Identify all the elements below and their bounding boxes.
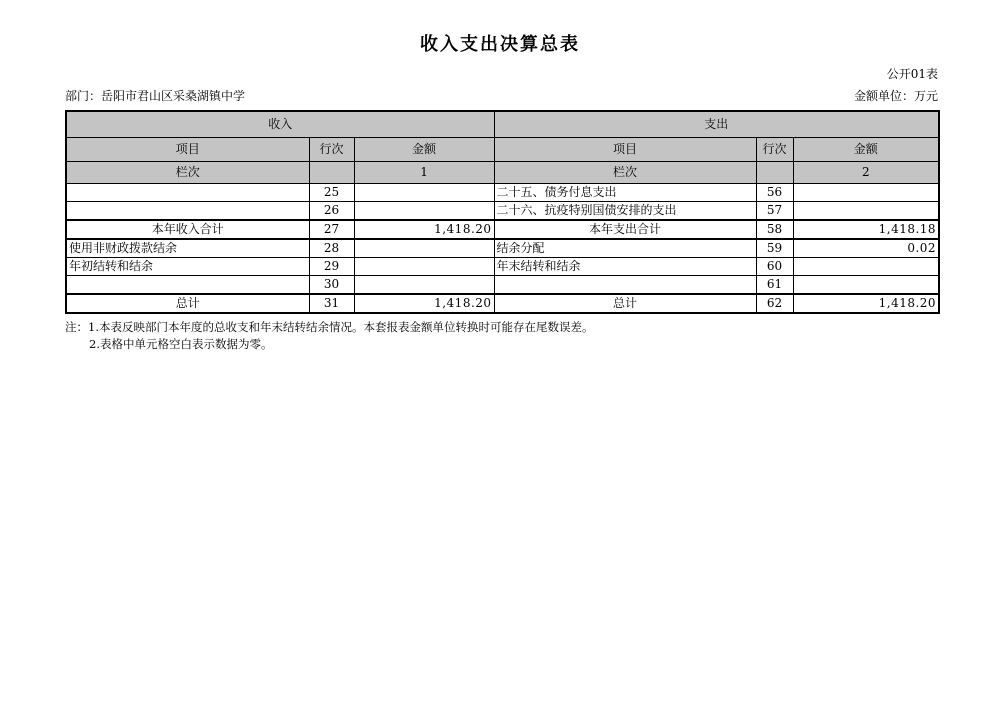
income-rowno-cell: 27 — [309, 220, 354, 239]
expense-rowno-cell: 61 — [756, 276, 793, 295]
footnote-line-1: 注：1.本表反映部门本年度的总收支和年末结转结余情况。本套报表金额单位转换时可能存在尾数误差。 — [65, 320, 594, 334]
income-item-cell: 本年收入合计 — [66, 220, 309, 239]
expense-rowno-cell: 60 — [756, 258, 793, 276]
expense-item-cell: 年末结转和结余 — [494, 258, 756, 276]
expense-amount-cell — [793, 184, 939, 202]
expense-amount-cell: 1,418.18 — [793, 220, 939, 239]
expense-rowno-cell: 56 — [756, 184, 793, 202]
income-amount-cell — [354, 202, 494, 221]
expense-item-cell: 二十五、债务付息支出 — [494, 184, 756, 202]
income-rowno-cell: 28 — [309, 239, 354, 258]
expense-amount-cell: 0.02 — [793, 239, 939, 258]
table-row — [66, 184, 939, 202]
column-index-row — [66, 162, 939, 184]
income-amount-cell — [354, 276, 494, 295]
income-rowno-column-header: 行次 — [309, 138, 354, 162]
expense-item-cell: 总计 — [494, 294, 756, 313]
report-sheet — [65, 65, 938, 354]
income-item-cell — [66, 202, 309, 221]
income-item-cell — [66, 276, 309, 295]
table-row — [66, 202, 939, 221]
expense-item-cell: 二十六、抗疫特别国债安排的支出 — [494, 202, 756, 221]
expense-rowno-cell: 59 — [756, 239, 793, 258]
table-row-total — [66, 294, 939, 313]
expense-amount-column-header: 金额 — [793, 138, 939, 162]
income-item-cell: 使用非财政拨款结余 — [66, 239, 309, 258]
unit-label: 金额单位：万元 — [853, 89, 938, 103]
column-header-row — [66, 138, 939, 162]
expense-rowno-cell: 62 — [756, 294, 793, 313]
income-amount-cell — [354, 239, 494, 258]
income-section-header: 收入 — [66, 111, 494, 138]
income-item-column-header: 项目 — [66, 138, 309, 162]
expense-index-label: 栏次 — [494, 162, 756, 184]
expense-amount-cell — [793, 276, 939, 295]
table-row-subtotal — [66, 220, 939, 239]
income-rowno-cell: 30 — [309, 276, 354, 295]
income-index-number: 1 — [354, 162, 494, 184]
expense-index-number: 2 — [793, 162, 939, 184]
income-index-label: 栏次 — [66, 162, 309, 184]
table-row — [66, 258, 939, 276]
doc-number-label: 公开01表 — [886, 67, 938, 81]
expense-item-cell: 结余分配 — [494, 239, 756, 258]
page-title: 收入支出决算总表 — [420, 34, 580, 55]
income-amount-cell — [354, 258, 494, 276]
table-row — [66, 239, 939, 258]
expense-amount-cell — [793, 258, 939, 276]
expense-rowno-cell: 58 — [756, 220, 793, 239]
income-rowno-cell: 25 — [309, 184, 354, 202]
expense-amount-cell — [793, 202, 939, 221]
income-amount-column-header: 金额 — [354, 138, 494, 162]
expense-item-cell: 本年支出合计 — [494, 220, 756, 239]
income-item-cell: 总计 — [66, 294, 309, 313]
income-item-cell — [66, 184, 309, 202]
income-item-cell: 年初结转和结余 — [66, 258, 309, 276]
income-rowno-cell: 31 — [309, 294, 354, 313]
footnotes — [65, 319, 938, 354]
table-row — [66, 276, 939, 295]
expense-index-blank — [756, 162, 793, 184]
expense-amount-cell: 1,418.20 — [793, 294, 939, 313]
expense-item-cell — [494, 276, 756, 295]
income-rowno-cell: 29 — [309, 258, 354, 276]
expense-section-header: 支出 — [494, 111, 939, 138]
income-amount-cell: 1,418.20 — [354, 294, 494, 313]
income-index-blank — [309, 162, 354, 184]
expense-rowno-column-header: 行次 — [756, 138, 793, 162]
expense-rowno-cell: 57 — [756, 202, 793, 221]
footnote-line-2: 2.表格中单元格空白表示数据为零。 — [89, 337, 273, 352]
section-header-row — [66, 111, 939, 138]
income-amount-cell: 1,418.20 — [354, 220, 494, 239]
meta-row — [65, 87, 938, 104]
income-amount-cell — [354, 184, 494, 202]
income-expense-summary-table — [65, 110, 940, 314]
income-rowno-cell: 26 — [309, 202, 354, 221]
expense-item-column-header: 项目 — [494, 138, 756, 162]
department-label: 部门：岳阳市君山区采桑湖镇中学 — [65, 89, 246, 103]
